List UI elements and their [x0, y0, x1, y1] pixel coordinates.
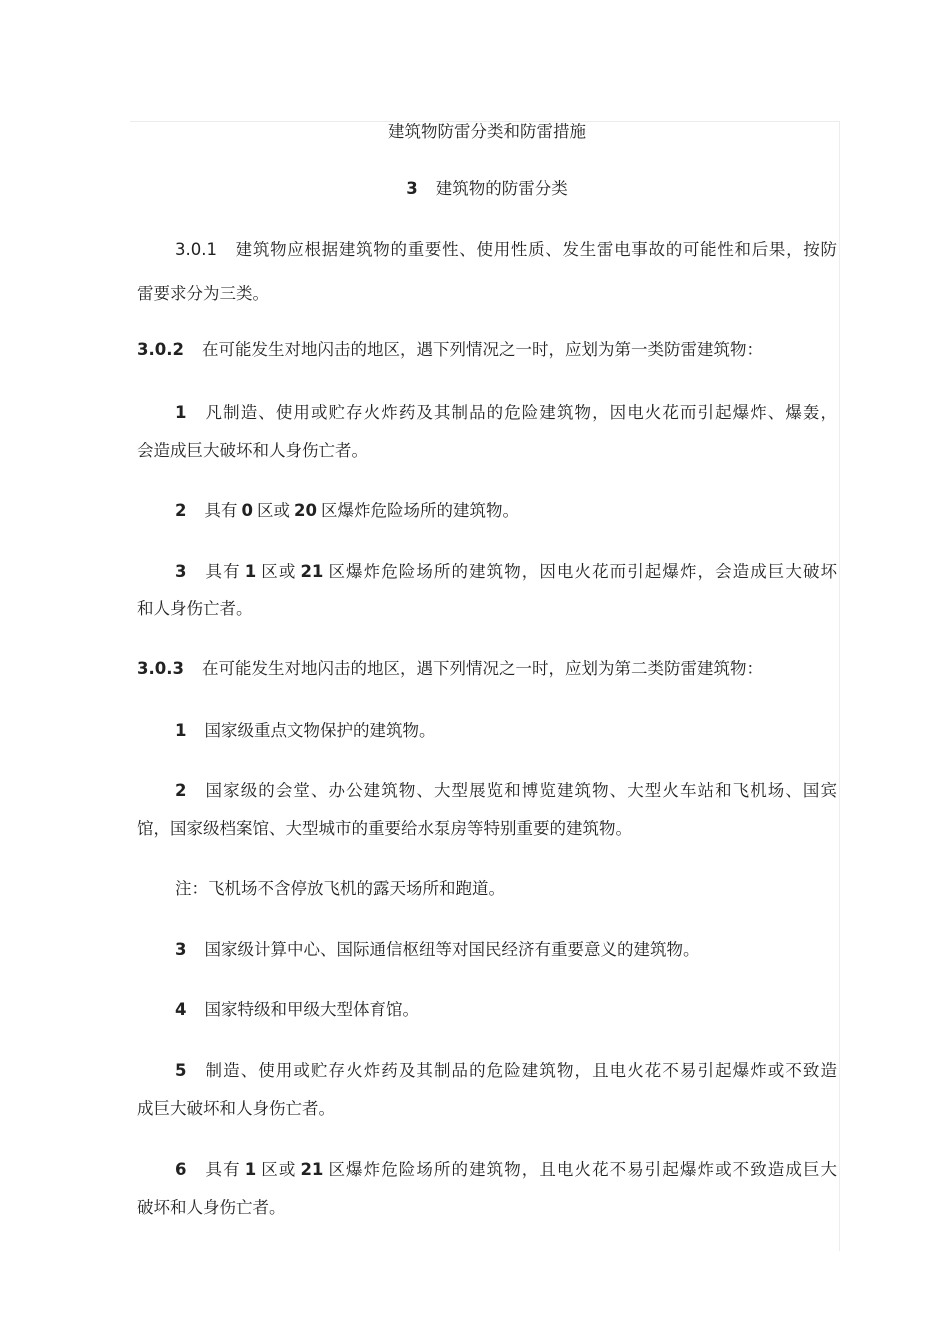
- item-number: 4: [175, 1000, 187, 1019]
- document-title: 建筑物防雷分类和防雷措施: [388, 122, 586, 141]
- note: 注：飞机场不含停放飞机的露天场所和跑道。: [175, 879, 505, 898]
- clause-number: 3.0.2: [137, 340, 184, 359]
- list-item: 3 国家级计算中心、国际通信枢纽等对国民经济有重要意义的建筑物。: [175, 940, 700, 959]
- list-item-continuation: 和人身伤亡者。: [137, 599, 253, 618]
- list-item: 1 凡制造、使用或贮存火炸药及其制品的危险建筑物，因电火花而引起爆炸、爆轰，: [175, 403, 837, 422]
- clause-number: 3.0.3: [137, 659, 184, 678]
- list-item-continuation: 会造成巨大破坏和人身伤亡者。: [137, 441, 368, 460]
- clause-3-0-2: 3.0.2 在可能发生对地闪击的地区，遇下列情况之一时，应划为第一类防雷建筑物：: [137, 340, 763, 359]
- clause-number: 3.0.1: [175, 240, 217, 259]
- list-item: 2 具有 0 区或 20 区爆炸危险场所的建筑物。: [175, 501, 519, 520]
- list-item-continuation: 馆，国家级档案馆、大型城市的重要给水泵房等特别重要的建筑物。: [137, 819, 632, 838]
- list-item: 3 具有 1 区或 21 区爆炸危险场所的建筑物，因电火花而引起爆炸，会造成巨大破坏: [175, 562, 838, 581]
- item-number: 2: [175, 501, 187, 520]
- clause-3-0-1-line2: 雷要求分为三类。: [137, 284, 269, 303]
- list-item: 1 国家级重点文物保护的建筑物。: [175, 721, 436, 740]
- item-number: 1: [175, 403, 187, 422]
- item-number: 3: [175, 562, 187, 581]
- item-number: 2: [175, 781, 187, 800]
- chapter-title: 建筑物的防雷分类: [435, 179, 568, 198]
- item-number: 5: [175, 1061, 187, 1080]
- list-item-continuation: 成巨大破坏和人身伤亡者。: [137, 1099, 335, 1118]
- item-number: 3: [175, 940, 187, 959]
- item-number: 6: [175, 1160, 187, 1179]
- clause-3-0-1-line1: 3.0.1 建筑物应根据建筑物的重要性、使用性质、发生雷电事故的可能性和后果，按防: [175, 240, 837, 259]
- chapter-number: 3: [406, 179, 418, 198]
- item-number: 1: [175, 721, 187, 740]
- clause-3-0-3: 3.0.3 在可能发生对地闪击的地区，遇下列情况之一时，应划为第二类防雷建筑物：: [137, 659, 763, 678]
- list-item: 6 具有 1 区或 21 区爆炸危险场所的建筑物，且电火花不易引起爆炸或不致造成巨大: [175, 1160, 838, 1179]
- chapter-heading: [137, 170, 837, 208]
- list-item-continuation: 破坏和人身伤亡者。: [137, 1198, 286, 1217]
- list-item: 4 国家特级和甲级大型体育馆。: [175, 1000, 419, 1019]
- list-item: 2 国家级的会堂、办公建筑物、大型展览和博览建筑物、大型火车站和飞机场、国宾: [175, 781, 837, 800]
- list-item: 5 制造、使用或贮存火炸药及其制品的危险建筑物，且电火花不易引起爆炸或不致造: [175, 1061, 837, 1080]
- page-border-right: [839, 121, 840, 1251]
